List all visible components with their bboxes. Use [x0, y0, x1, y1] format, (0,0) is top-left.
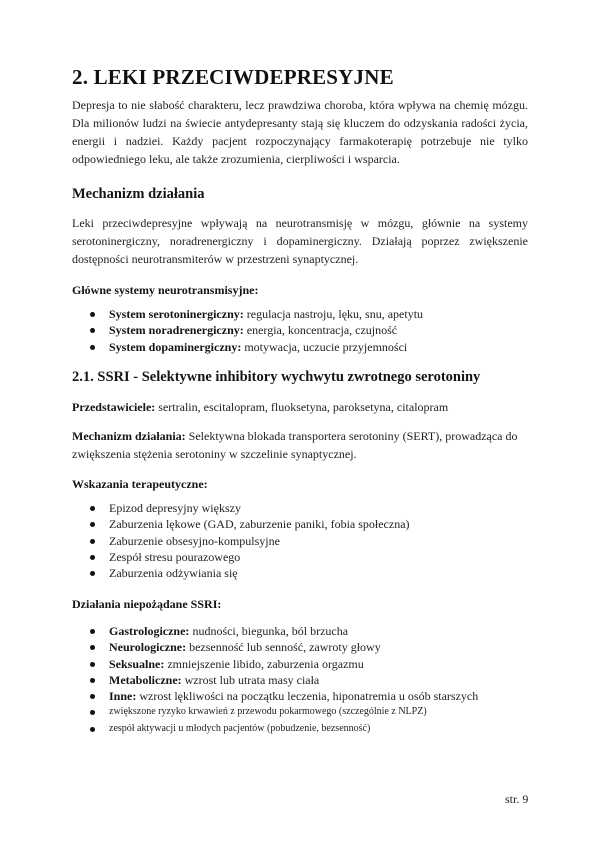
list-item: Zaburzenia odżywiania się [72, 565, 410, 581]
ssri-heading: 2.1. SSRI - Selektywne inhibitory wychwytu zwrotnego serotoniny [72, 369, 481, 385]
list-item: Metaboliczne: wzrost lub utrata masy ciała [72, 672, 478, 688]
bullet-icon [90, 571, 95, 576]
list-item: System dopaminergiczny: motywacja, uczucie przyjemności [72, 339, 423, 355]
bullet-icon [90, 539, 95, 544]
indications-label: Wskazania terapeutyczne: [72, 477, 208, 491]
bullet-icon [90, 629, 95, 634]
mechanism-heading: Mechanizm działania [72, 186, 205, 202]
page-title: 2. LEKI PRZECIWDEPRESYJNE [72, 65, 394, 89]
systems-list [72, 306, 423, 355]
bullet-icon [90, 727, 95, 732]
bullet-icon [90, 345, 95, 350]
mechanism-paragraph: Leki przeciwdepresyjne wpływają na neurotransmisję w mózgu, głównie na systemy serotoninergiczny, noradrenergiczny i dopaminergiczny. Działają poprzez zwiększenie dostępności neurotransmiterów w przestrzeni synaptycznej. [72, 216, 528, 266]
list-item: Neurologiczne: bezsenność lub senność, zawroty głowy [72, 639, 478, 655]
list-item: Zespół stresu pourazowego [72, 549, 410, 565]
bullet-icon [90, 645, 95, 650]
intro-paragraph: Depresja to nie słabość charakteru, lecz prawdziwa choroba, która wpływa na chemię mózgu. Dla milionów ludzi na świecie antydepresanty stają się kluczem do odzyskania radości życia, energii i nadziei. Każdy pacjent rozpoczynający farmakoterapię potrzebuje nie tylko odpowiedniego leku, ale także zrozumienia, cierpliwości i wsparcia. [72, 98, 528, 166]
indications-list [72, 500, 410, 581]
list-item: zespół aktywacji u młodych pacjentów (pobudzenie, bezsenność) [72, 721, 478, 737]
side-effects-label: Działania niepożądane SSRI: [72, 597, 222, 611]
representatives-line: Przedstawiciele: sertralin, escitalopram, fluoksetyna, paroksetyna, citalopram [72, 400, 449, 414]
bullet-icon [90, 555, 95, 560]
bullet-icon [90, 312, 95, 317]
list-item: Zaburzenia lękowe (GAD, zaburzenie paniki, fobia społeczna) [72, 516, 410, 532]
page-number: str. 9 [505, 792, 529, 806]
list-item: System serotoninergiczny: regulacja nastroju, lęku, snu, apetytu [72, 306, 423, 322]
bullet-icon [90, 506, 95, 511]
list-item: Zaburzenie obsesyjno-kompulsyjne [72, 533, 410, 549]
list-item: Inne: wzrost lękliwości na początku leczenia, hiponatremia u osób starszych [72, 688, 478, 704]
bullet-icon [90, 522, 95, 527]
list-item: Gastrologiczne: nudności, biegunka, ból brzucha [72, 623, 478, 639]
bullet-icon [90, 710, 95, 715]
list-item: Epizod depresyjny większy [72, 500, 410, 516]
bullet-icon [90, 328, 95, 333]
bullet-icon [90, 662, 95, 667]
list-item: Seksualne: zmniejszenie libido, zaburzenia orgazmu [72, 656, 478, 672]
side-effects-list [72, 623, 478, 737]
systems-label: Główne systemy neurotransmisyjne: [72, 283, 259, 297]
bullet-icon [90, 694, 95, 699]
bullet-icon [90, 678, 95, 683]
list-item: System noradrenergiczny: energia, koncentracja, czujność [72, 322, 423, 338]
list-item: zwiększone ryzyko krwawień z przewodu pokarmowego (szczególnie z NLPZ) [72, 704, 478, 720]
ssri-mechanism-line: Mechanizm działania: Selektywna blokada transportera serotoniny (SERT), prowadząca do zwiększenia stężenia serotoniny w szczelinie synaptycznej. [72, 429, 518, 461]
